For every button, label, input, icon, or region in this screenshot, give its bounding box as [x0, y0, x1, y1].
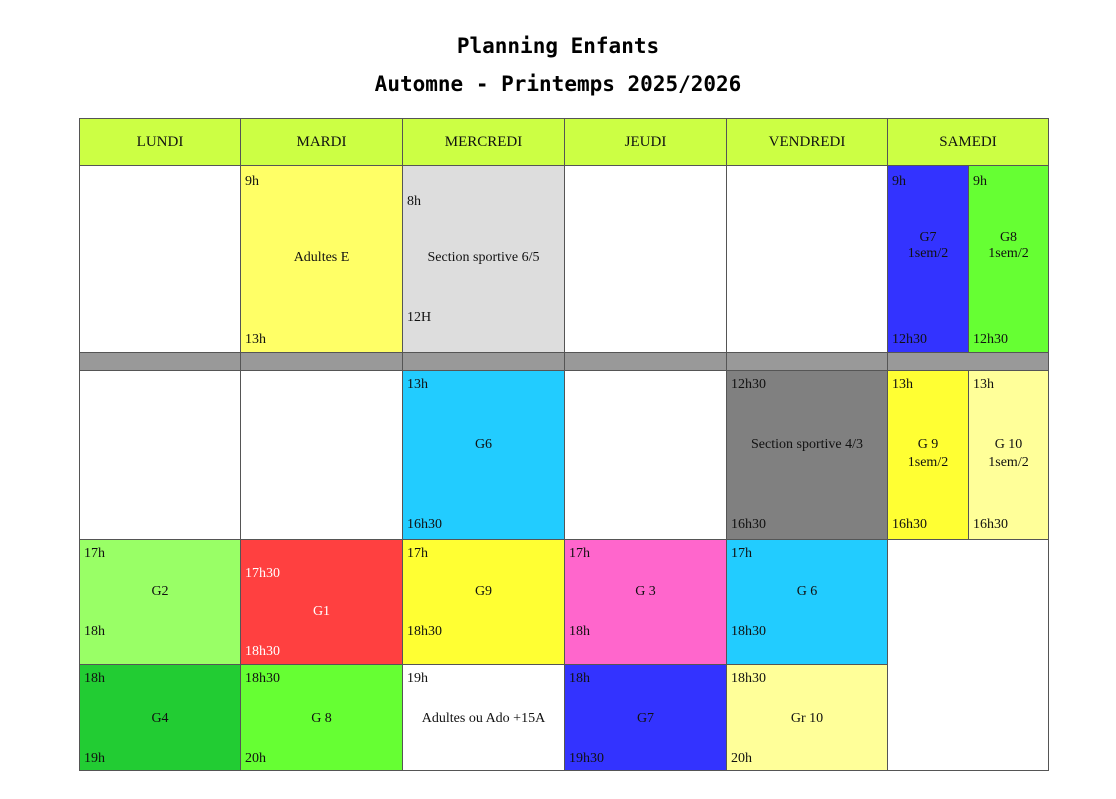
end-time: 16h30: [973, 517, 1008, 532]
separator-lundi: [79, 352, 241, 371]
cell-afternoon-samedi-b: [968, 370, 1049, 540]
cell-evening2-mardi: [240, 664, 403, 771]
end-time: 12h30: [892, 332, 927, 347]
start-time: 18h30: [245, 671, 280, 686]
start-time: 17h30: [245, 566, 280, 581]
end-time: 18h30: [407, 624, 442, 639]
header-lundi: LUNDI: [79, 118, 241, 166]
end-time: 16h30: [731, 517, 766, 532]
start-time: 18h: [84, 671, 105, 686]
cell-evening1-jeudi: [564, 539, 727, 665]
group-frequency: 1sem/2: [988, 246, 1029, 261]
start-time: 12h30: [731, 377, 766, 392]
cell-morning-jeudi: [564, 165, 727, 353]
cell-morning-samedi-a: [887, 165, 969, 353]
start-time: 17h: [407, 546, 428, 561]
group-name: G7: [919, 230, 937, 245]
group-name: G4: [151, 711, 169, 726]
cell-afternoon-mardi: [240, 370, 403, 540]
cell-evening2-lundi: [79, 664, 241, 771]
start-time: 18h30: [731, 671, 766, 686]
cell-afternoon-samedi-a: [887, 370, 969, 540]
start-time: 13h: [973, 377, 994, 392]
start-time: 17h: [569, 546, 590, 561]
group-name: Section sportive 6/5: [427, 250, 540, 265]
cell-afternoon-vendredi: [726, 370, 888, 540]
group-name: G 10: [994, 437, 1023, 452]
cell-morning-lundi: [79, 165, 241, 353]
cell-evening1-lundi: [79, 539, 241, 665]
start-time: 19h: [407, 671, 428, 686]
start-time: 17h: [731, 546, 752, 561]
header-mercredi: MERCREDI: [402, 118, 565, 166]
cell-evening-samedi: [887, 539, 1049, 771]
end-time: 20h: [731, 751, 752, 766]
group-frequency: 1sem/2: [907, 455, 949, 470]
cell-evening2-jeudi: [564, 664, 727, 771]
group-name: G8: [999, 230, 1018, 245]
cell-evening2-mercredi: [402, 664, 565, 771]
group-frequency: 1sem/2: [988, 455, 1029, 470]
group-name: G6: [474, 437, 493, 452]
end-time: 18h: [84, 624, 105, 639]
end-time: 20h: [245, 751, 266, 766]
cell-morning-vendredi: [726, 165, 888, 353]
group-name: G 3: [635, 584, 656, 599]
end-time: 19h30: [569, 751, 604, 766]
group-name: Adultes ou Ado +15A: [421, 711, 546, 726]
group-frequency: 1sem/2: [907, 246, 949, 261]
group-name: G 6: [796, 584, 818, 599]
start-time: 9h: [973, 174, 987, 189]
group-name: Gr 10: [790, 711, 824, 726]
end-time: 19h: [84, 751, 105, 766]
cell-morning-mardi: [240, 165, 403, 353]
cell-morning-mercredi: [402, 165, 565, 353]
cell-evening1-mardi: [240, 539, 403, 665]
separator-vendredi: [726, 352, 888, 371]
start-time: 8h: [407, 194, 421, 209]
cell-morning-samedi-b: [968, 165, 1049, 353]
end-time: 18h: [569, 624, 590, 639]
start-time: 13h: [407, 377, 428, 392]
start-time: 9h: [245, 174, 259, 189]
separator-jeudi: [564, 352, 727, 371]
header-samedi: SAMEDI: [887, 118, 1049, 166]
cell-evening1-mercredi: [402, 539, 565, 665]
group-name: G2: [151, 584, 169, 599]
start-time: 17h: [84, 546, 105, 561]
end-time: 16h30: [892, 517, 927, 532]
start-time: 9h: [892, 174, 906, 189]
group-name: G7: [636, 711, 655, 726]
separator-mercredi: [402, 352, 565, 371]
end-time: 16h30: [407, 517, 442, 532]
start-time: 13h: [892, 377, 913, 392]
end-time: 12H: [407, 310, 432, 325]
cell-afternoon-mercredi: [402, 370, 565, 540]
group-name: G 8: [311, 711, 332, 726]
page-title: Planning Enfants: [456, 34, 660, 58]
cell-afternoon-lundi: [79, 370, 241, 540]
header-mardi: MARDI: [240, 118, 403, 166]
group-name: Section sportive 4/3: [751, 437, 863, 452]
header-vendredi: VENDREDI: [726, 118, 888, 166]
group-name: G1: [312, 604, 331, 619]
header-jeudi: JEUDI: [564, 118, 727, 166]
group-name: Adultes E: [293, 250, 350, 265]
separator-samedi: [887, 352, 1049, 371]
end-time: 12h30: [973, 332, 1008, 347]
group-name: G 9: [917, 437, 939, 452]
end-time: 13h: [245, 332, 266, 347]
end-time: 18h30: [245, 644, 280, 659]
separator-mardi: [240, 352, 403, 371]
page-subtitle: Automne - Printemps 2025/2026: [374, 72, 742, 96]
cell-afternoon-jeudi: [564, 370, 727, 540]
start-time: 18h: [569, 671, 590, 686]
group-name: G9: [474, 584, 493, 599]
end-time: 18h30: [731, 624, 766, 639]
cell-evening2-vendredi: [726, 664, 888, 771]
cell-evening1-vendredi: [726, 539, 888, 665]
